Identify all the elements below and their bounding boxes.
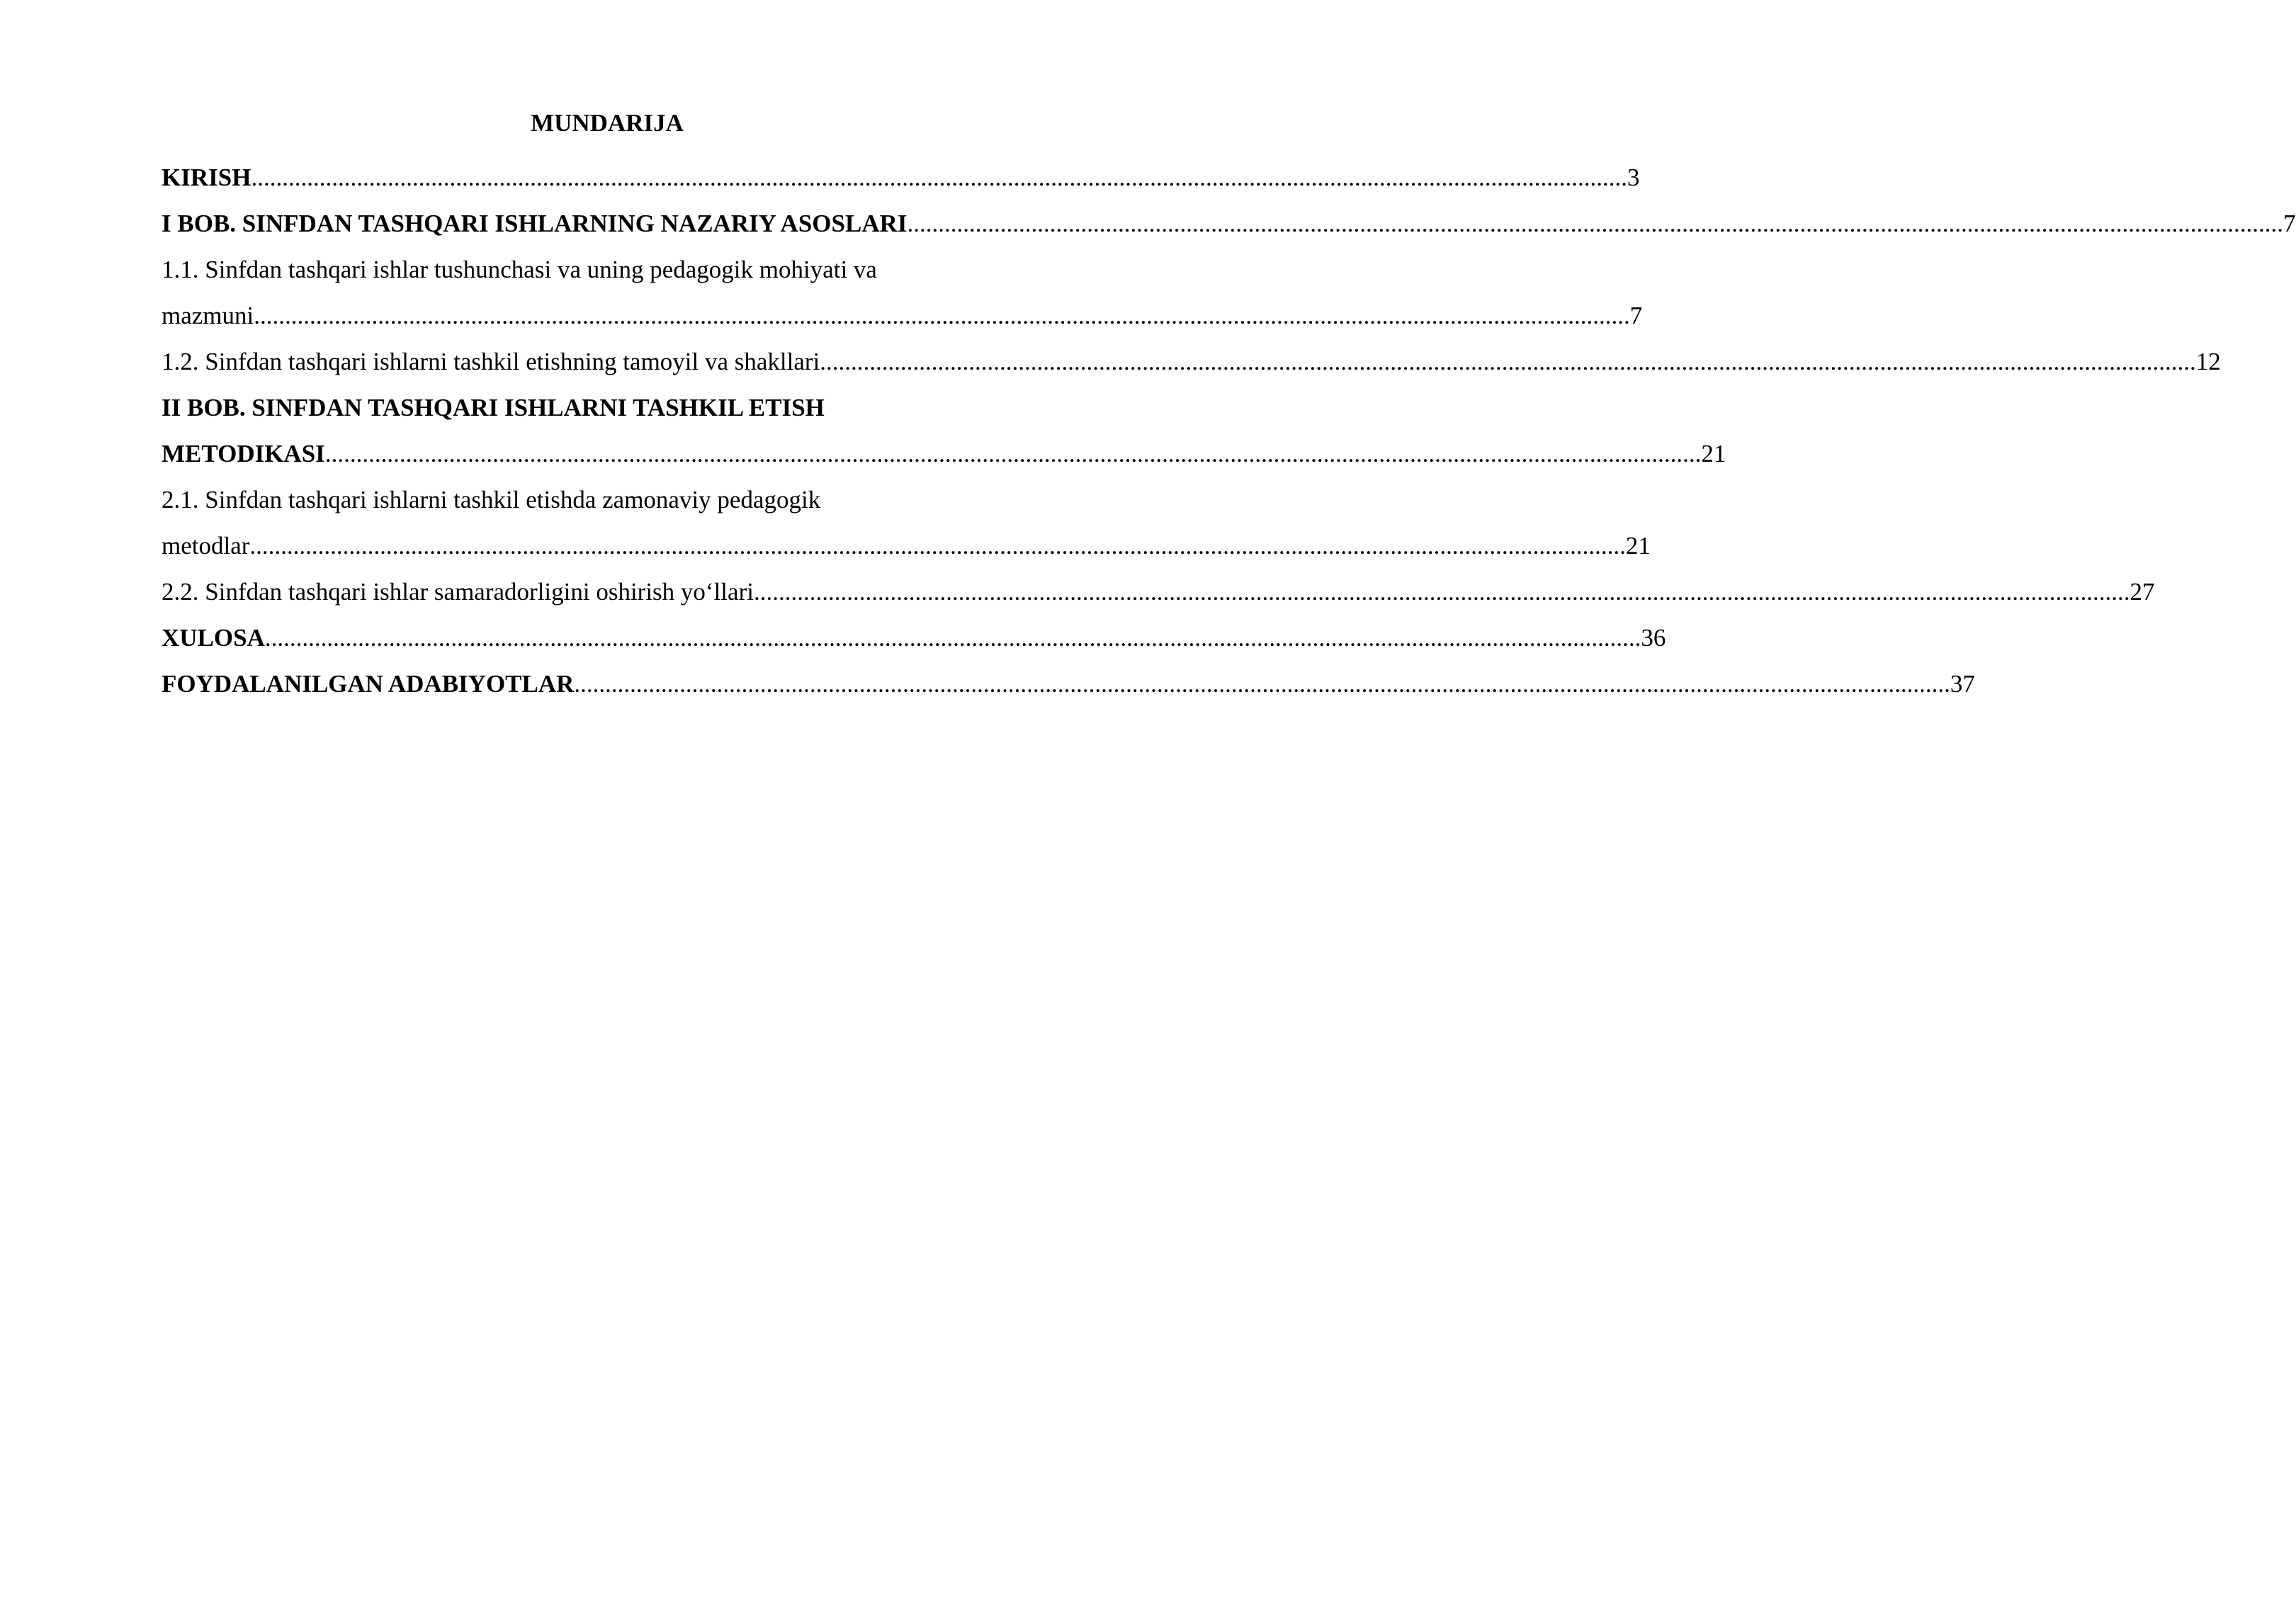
toc-entry-1-2[interactable] <box>162 339 2221 385</box>
toc-entry-label: I BOB. SINFDAN TASHQARI ISHLARNING NAZARIY ASOSLARI <box>162 210 907 237</box>
toc-leader-dots: .............................................................................................................................................................................................................................. <box>907 210 2283 237</box>
toc-entry-kirish[interactable] <box>162 154 1640 200</box>
toc-leader-dots: .............................................................................................................................................................................................................................. <box>574 670 1950 698</box>
toc-page-number: 27 <box>2130 578 2155 606</box>
toc-entry-label: mazmuni <box>162 302 254 329</box>
toc-leader-dots: .............................................................................................................................................................................................................................. <box>251 164 1627 191</box>
toc-entry-label: 2.2. Sinfdan tashqari ishlar samaradorligini oshirish yo‘llari <box>162 578 754 606</box>
toc-page-number: 21 <box>1625 532 1651 559</box>
toc-entry-label: XULOSA <box>162 624 265 652</box>
toc-page-number: 3 <box>1627 164 1640 191</box>
toc-leader-dots: .............................................................................................................................................................................................................................. <box>249 532 1626 559</box>
toc-page-number: 21 <box>1701 440 1726 467</box>
toc-leader-dots: .............................................................................................................................................................................................................................. <box>820 348 2196 375</box>
toc-entry-xulosa[interactable] <box>162 615 1666 661</box>
toc-leader-dots: .............................................................................................................................................................................................................................. <box>264 624 1641 652</box>
toc-entry-label: METODIKASI <box>162 440 325 467</box>
toc-entry-2-1[interactable] <box>162 523 1651 569</box>
toc-entry-2-2[interactable] <box>162 569 2155 615</box>
toc-page-number: 7 <box>2283 210 2296 237</box>
toc-entry-label: 1.2. Sinfdan tashqari ishlarni tashkil etishning tamoyil va shakllari <box>162 348 820 375</box>
toc-entry-label: KIRISH <box>162 164 251 191</box>
toc-entry-references[interactable] <box>162 661 1975 707</box>
table-of-contents <box>162 154 2296 707</box>
toc-page-number: 37 <box>1950 670 1975 698</box>
toc-leader-dots: .............................................................................................................................................................................................................................. <box>254 302 1630 329</box>
toc-entry-label: metodlar <box>162 532 250 559</box>
toc-entry-chapter-2-line1[interactable]: II BOB. SINFDAN TASHQARI ISHLARNI TASHKIL ETISH <box>162 394 825 421</box>
toc-entry-chapter-2[interactable] <box>162 431 1726 477</box>
toc-entry-1-1[interactable] <box>162 292 1643 339</box>
toc-entry-chapter-1[interactable] <box>162 200 2296 246</box>
toc-page-number: 12 <box>2195 348 2221 375</box>
toc-leader-dots: .............................................................................................................................................................................................................................. <box>324 440 1702 467</box>
toc-page-number: 36 <box>1641 624 1666 652</box>
toc-leader-dots: .............................................................................................................................................................................................................................. <box>753 578 2130 606</box>
toc-page-number: 7 <box>1629 302 1643 329</box>
toc-title: MUNDARIJA <box>531 109 684 137</box>
toc-entry-label: FOYDALANILGAN ADABIYOTLAR <box>162 670 575 698</box>
toc-entry-1-1-line1[interactable]: 1.1. Sinfdan tashqari ishlar tushunchasi va uning pedagogik mohiyati va <box>162 256 877 283</box>
toc-entry-2-1-line1[interactable]: 2.1. Sinfdan tashqari ishlarni tashkil etishda zamonaviy pedagogik <box>162 486 821 513</box>
